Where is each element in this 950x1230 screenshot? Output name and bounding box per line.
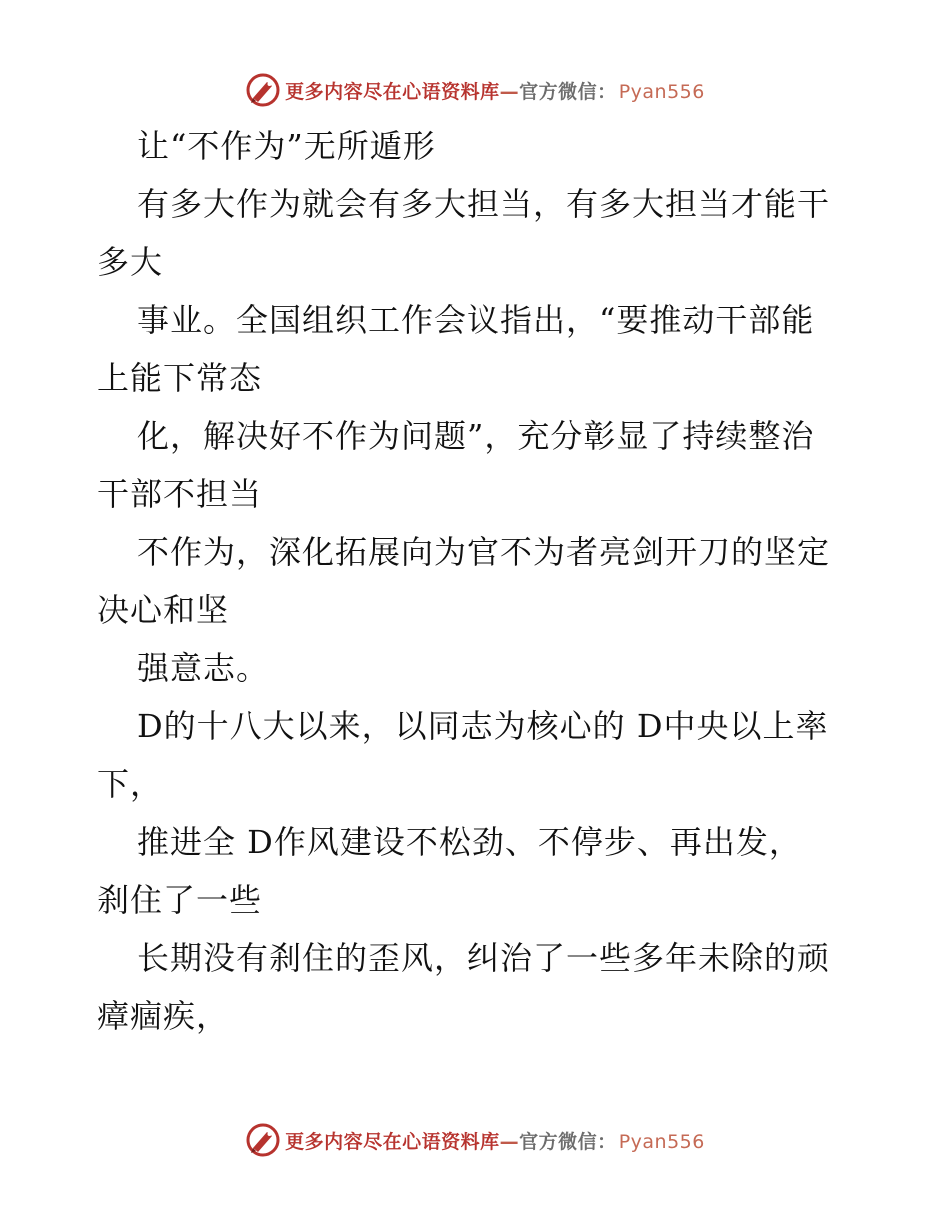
footer-wechat-id: Pyan556 — [618, 1130, 705, 1153]
paragraph-line: 瘴痼疾， — [97, 997, 230, 1035]
paragraph-line: 上能下常态 — [97, 359, 263, 397]
header-wechat-id: Pyan556 — [618, 80, 705, 103]
paragraph-line: 决心和坚 — [97, 591, 230, 629]
paragraph-line: 多大 — [97, 243, 164, 281]
paragraph-line: 有多大作为就会有多大担当，有多大担当才能干 — [137, 185, 831, 223]
paragraph-line: 下， — [97, 765, 164, 803]
footer-wechat-label: 官方微信： — [519, 1130, 617, 1153]
header-wechat-label: 官方微信： — [519, 80, 617, 103]
paragraph-line: 干部不担当 — [97, 475, 263, 513]
document-title: 让“不作为”无所遁形 — [137, 127, 436, 165]
paragraph-line: 刹住了一些 — [97, 881, 263, 919]
paragraph-line: 推进全 D作风建设不松劲、不停步、再出发， — [137, 823, 802, 861]
header-banner — [0, 70, 950, 110]
footer-dash: — — [499, 1130, 520, 1153]
paragraph-line: 事业。全国组织工作会议指出，“要推动干部能 — [137, 301, 815, 339]
paragraph-line: 强意志。 — [137, 649, 270, 687]
paragraph-line: 化，解决好不作为问题”，充分彰显了持续整治 — [137, 417, 815, 455]
paragraph-line: D的十八大以来，以同志为核心的 D中央以上率 — [137, 707, 829, 745]
header-dash: — — [499, 80, 520, 103]
paragraph-line: 长期没有刹住的歪风，纠治了一些多年未除的顽 — [137, 939, 831, 977]
header-brand-text: 更多内容尽在心语资料库 — [285, 80, 500, 103]
pen-logo-icon — [245, 72, 281, 108]
paragraph-line: 不作为，深化拓展向为官不为者亮剑开刀的坚定 — [137, 533, 831, 571]
footer-banner — [0, 1120, 950, 1160]
document-body — [97, 117, 857, 1045]
footer-brand-text: 更多内容尽在心语资料库 — [285, 1130, 500, 1153]
pen-logo-icon — [245, 1122, 281, 1158]
